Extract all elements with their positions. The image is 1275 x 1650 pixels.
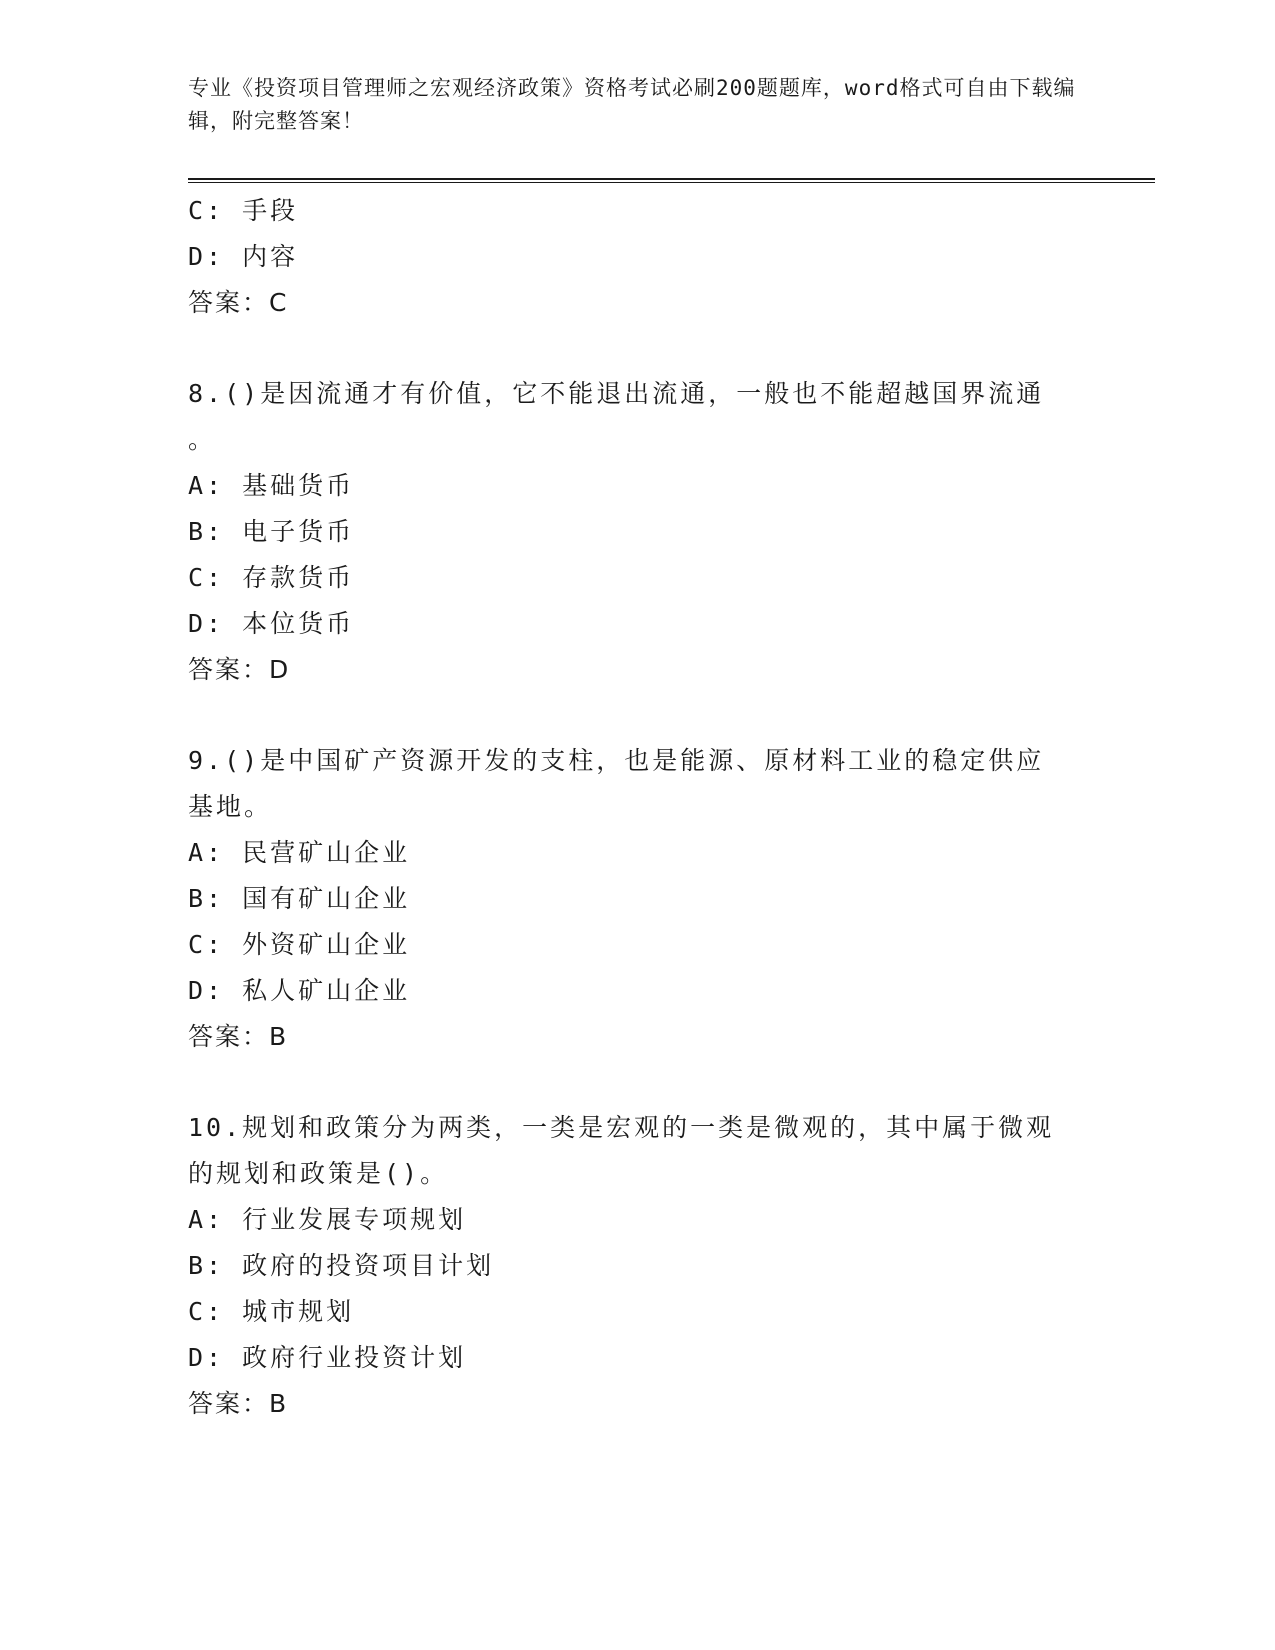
header-divider — [188, 178, 1155, 180]
option-b: B: 国有矿山企业 — [188, 884, 411, 913]
option-a: A: 民营矿山企业 — [188, 838, 411, 867]
option-c: C: 存款货币 — [188, 563, 355, 592]
question-8 — [188, 371, 1088, 693]
option-b: B: 政府的投资项目计划 — [188, 1251, 495, 1280]
option-d: D: 本位货币 — [188, 609, 355, 638]
page-header — [188, 72, 1078, 138]
option-a: A: 基础货币 — [188, 471, 355, 500]
option-c: C: 外资矿山企业 — [188, 930, 411, 959]
question-stem-line: 10.规划和政策分为两类，一类是宏观的一类是微观的，其中属于微观 — [188, 1113, 1055, 1142]
question-9 — [188, 738, 1088, 1060]
question-stem-line: 基地。 — [188, 792, 273, 821]
answer: 答案：D — [188, 655, 291, 684]
option-c: C: 城市规划 — [188, 1297, 355, 1326]
question-list — [188, 188, 1088, 1427]
question-stem-line: 。 — [188, 425, 217, 454]
option-d: D: 私人矿山企业 — [188, 976, 411, 1005]
question-10 — [188, 1105, 1088, 1427]
option-c: C: 手段 — [188, 196, 299, 225]
answer: 答案：C — [188, 288, 289, 317]
option-a: A: 行业发展专项规划 — [188, 1205, 467, 1234]
answer: 答案：B — [188, 1389, 289, 1418]
question-stem-line: 8.()是因流通才有价值，它不能退出流通，一般也不能超越国界流通 — [188, 379, 1045, 408]
header-divider-thin — [188, 182, 1155, 183]
question-stem-line: 9.()是中国矿产资源开发的支柱，也是能源、原材料工业的稳定供应 — [188, 746, 1045, 775]
question-7-continued — [188, 188, 1088, 326]
answer: 答案：B — [188, 1022, 289, 1051]
document-title: 专业《投资项目管理师之宏观经济政策》资格考试必刷200题题库，word格式可自由下载编辑，附完整答案！ — [188, 76, 1076, 133]
option-b: B: 电子货币 — [188, 517, 355, 546]
question-stem-line: 的规划和政策是()。 — [188, 1159, 449, 1188]
option-d: D: 内容 — [188, 242, 299, 271]
option-d: D: 政府行业投资计划 — [188, 1343, 467, 1372]
